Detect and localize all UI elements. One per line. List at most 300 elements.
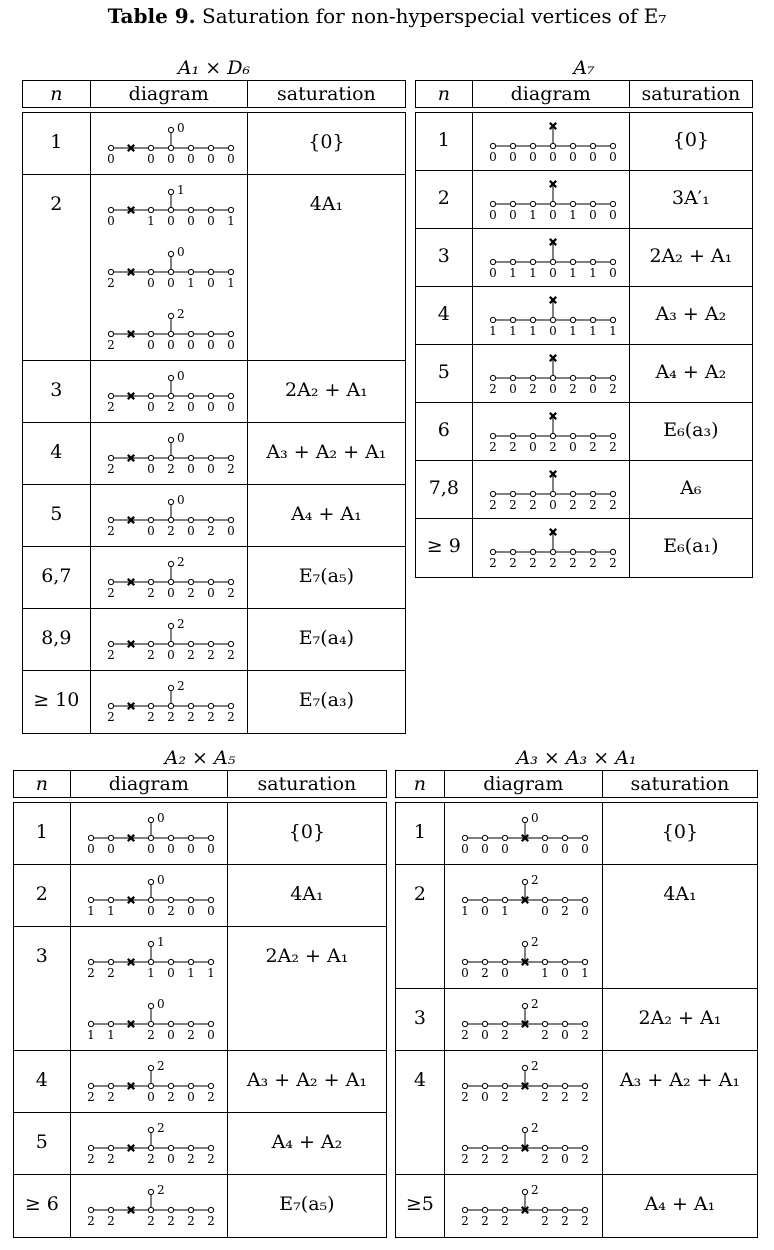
cell-saturation: {0} <box>308 131 345 153</box>
diagram-node <box>510 201 515 206</box>
diagram-node <box>530 375 535 380</box>
diagram-top-label: 0 <box>176 121 185 135</box>
diagram-node <box>168 269 173 274</box>
diagram-node <box>108 393 113 398</box>
diagram-node-label: 0 <box>206 214 215 228</box>
diagram-node-label: 2 <box>581 1090 590 1104</box>
diagram-node <box>148 897 153 902</box>
diagram-node <box>590 201 595 206</box>
caption-text: Saturation for non-hyperspecial vertices of E₇ <box>202 4 667 28</box>
table-a3-a3-a1 <box>395 746 758 1238</box>
diagram-node-label: 0 <box>146 524 155 538</box>
header-diagram: diagram <box>71 771 228 797</box>
diagram-node <box>543 959 548 964</box>
diagram-node <box>503 1145 508 1150</box>
diagram-node <box>108 331 113 336</box>
diagram-node <box>543 1021 548 1026</box>
diagram-node-label: 2 <box>588 556 597 570</box>
diagram-node <box>510 143 515 148</box>
diagram-node-label: 2 <box>568 498 577 512</box>
diagram-node-label: 0 <box>166 1028 175 1042</box>
diagram-node-label: 2 <box>206 710 215 724</box>
diagram-node <box>208 579 213 584</box>
cell-n: 8,9 <box>23 609 91 670</box>
diagram-node <box>188 959 193 964</box>
table-header <box>13 770 387 798</box>
table-row <box>416 229 752 287</box>
diagram-node <box>590 375 595 380</box>
cell-saturation: A₄ + A₂ <box>655 361 727 383</box>
diagram-node-label: 0 <box>146 462 155 476</box>
diagram-node-label: 0 <box>508 382 517 396</box>
diagram-node <box>148 959 153 964</box>
diagram-node <box>188 579 193 584</box>
diagram-node-label: 0 <box>226 400 235 414</box>
cell-n: 7,8 <box>416 461 473 518</box>
diagram-node <box>168 1083 173 1088</box>
diagram-node-label: 0 <box>561 966 570 980</box>
cell-saturation: 2A₂ + A₁ <box>265 945 349 967</box>
cell-n: ≥ 10 <box>23 671 91 733</box>
diagram-node <box>503 835 508 840</box>
diagram-node-label: 0 <box>206 586 215 600</box>
diagram-node-label: 0 <box>186 400 195 414</box>
diagram-node <box>168 127 173 132</box>
diagram-node-label: 0 <box>186 842 195 856</box>
diagram-node <box>108 207 113 212</box>
diagram-node <box>550 201 555 206</box>
diagram-node-label: 2 <box>488 440 497 454</box>
diagram-node-label: 2 <box>226 586 235 600</box>
diagram-node <box>570 491 575 496</box>
diagram-node <box>228 145 233 150</box>
diagram-node <box>208 1207 213 1212</box>
diagram-node <box>563 1083 568 1088</box>
diagram-node-label: 0 <box>206 276 215 290</box>
diagram-node-label: 0 <box>501 842 510 856</box>
table-row <box>416 461 752 519</box>
diagram-node-label: 0 <box>166 586 175 600</box>
diagram-node <box>208 703 213 708</box>
diagram-top-label: 2 <box>176 679 185 693</box>
diagram-node-label: 2 <box>461 1090 470 1104</box>
diagram-node <box>208 393 213 398</box>
table-row <box>396 989 757 1051</box>
diagram-node <box>570 259 575 264</box>
cell-n: ≥5 <box>396 1175 445 1237</box>
diagram-node-label: 2 <box>166 710 175 724</box>
header-saturation: saturation <box>641 83 741 105</box>
cell-diagram <box>473 461 630 518</box>
diagram-node-label: 2 <box>146 648 155 662</box>
diagram-top-label: 2 <box>531 873 539 887</box>
diagram-node <box>543 1145 548 1150</box>
cell-saturation: E₇(a₅) <box>298 565 355 587</box>
diagram-top-label: 2 <box>531 1121 539 1135</box>
cell-n: 5 <box>14 1113 71 1174</box>
diagram-node-label: 2 <box>166 904 175 918</box>
diagram-node <box>503 959 508 964</box>
diagram-node <box>108 455 113 460</box>
diagram-node-label: 2 <box>106 1090 115 1104</box>
cell-diagram <box>91 361 248 422</box>
diagram-node <box>503 897 508 902</box>
diagram-node <box>570 201 575 206</box>
diagram-node <box>523 941 528 946</box>
diagram-node <box>523 879 528 884</box>
diagram-node-label: 2 <box>206 648 215 662</box>
header-diagram: diagram <box>473 81 630 107</box>
diagram-node <box>148 207 153 212</box>
diagram-node <box>148 941 153 946</box>
diagram-top-label: 0 <box>176 369 185 383</box>
diagram-node-label: 2 <box>501 1152 510 1166</box>
diagram-top-label: 2 <box>531 1183 539 1197</box>
diagram-node <box>510 375 515 380</box>
diagram-node-label: 0 <box>166 966 175 980</box>
cell-saturation: {0} <box>661 821 699 843</box>
cell-n: 4 <box>23 423 91 484</box>
diagram-node <box>228 393 233 398</box>
table-row <box>23 175 405 361</box>
diagram-node-label: 2 <box>106 276 115 290</box>
diagram-node <box>168 393 173 398</box>
diagram-node-label: 0 <box>528 150 537 164</box>
cell-n: 5 <box>416 345 473 402</box>
diagram-node <box>168 375 173 380</box>
diagram-node <box>228 207 233 212</box>
diagram-node-label: 0 <box>548 324 557 338</box>
diagram-node <box>563 959 568 964</box>
diagram-node-label: 1 <box>461 904 470 918</box>
diagram-node <box>610 375 615 380</box>
dynkin-diagram <box>481 349 621 399</box>
dynkin-diagram <box>453 1181 593 1231</box>
table-a7 <box>415 56 753 578</box>
diagram-node <box>208 145 213 150</box>
diagram-node <box>188 1021 193 1026</box>
diagram-node <box>228 517 233 522</box>
diagram-node-label: 0 <box>488 208 497 222</box>
diagram-node-label: 2 <box>541 1028 550 1042</box>
diagram-node-label: 1 <box>568 208 577 222</box>
diagram-node-label: 1 <box>488 324 497 338</box>
diagram-node-label: 2 <box>186 1214 195 1228</box>
cell-saturation: A₃ + A₂ + A₁ <box>246 1069 367 1091</box>
dynkin-diagram <box>99 181 239 231</box>
diagram-node <box>88 1021 93 1026</box>
diagram-node <box>510 259 515 264</box>
diagram-node-label: 2 <box>541 1214 550 1228</box>
diagram-node <box>208 269 213 274</box>
table-row <box>396 865 757 989</box>
diagram-node <box>108 517 113 522</box>
dynkin-diagram <box>99 367 239 417</box>
diagram-node-label: 2 <box>106 966 115 980</box>
table-title: A₂ × A₅ <box>164 747 236 769</box>
cell-diagram <box>445 1051 603 1174</box>
cell-saturation: 4A₁ <box>663 883 697 905</box>
dynkin-diagram <box>481 407 621 457</box>
diagram-node <box>208 1021 213 1026</box>
diagram-node-label: 2 <box>226 462 235 476</box>
diagram-node-label: 2 <box>461 1028 470 1042</box>
diagram-node-label: 2 <box>581 1152 590 1166</box>
cell-diagram <box>71 927 228 1050</box>
diagram-node <box>543 1083 548 1088</box>
diagram-node <box>88 1083 93 1088</box>
diagram-node <box>188 393 193 398</box>
diagram-node <box>88 1145 93 1150</box>
dynkin-diagram <box>481 175 621 225</box>
diagram-node <box>208 517 213 522</box>
diagram-node-label: 0 <box>488 150 497 164</box>
diagram-node <box>490 549 495 554</box>
diagram-node <box>610 433 615 438</box>
diagram-node-label: 1 <box>568 266 577 280</box>
diagram-node <box>590 143 595 148</box>
diagram-node-label: 1 <box>588 324 597 338</box>
diagram-node-label: 1 <box>86 904 95 918</box>
diagram-node <box>168 959 173 964</box>
diagram-node <box>523 1065 528 1070</box>
diagram-node-label: 2 <box>166 462 175 476</box>
diagram-node <box>88 1207 93 1212</box>
diagram-node-label: 2 <box>561 1214 570 1228</box>
diagram-node-label: 1 <box>508 324 517 338</box>
diagram-node-label: 0 <box>508 150 517 164</box>
diagram-node-label: 2 <box>501 1214 510 1228</box>
table-row <box>23 423 405 485</box>
diagram-node-label: 2 <box>226 648 235 662</box>
diagram-node-label: 1 <box>226 276 235 290</box>
diagram-node-label: 2 <box>86 966 95 980</box>
table-row <box>14 1175 386 1237</box>
cell-diagram <box>473 171 630 228</box>
diagram-node-label: 0 <box>206 1028 215 1042</box>
diagram-node-label: 0 <box>226 338 235 352</box>
cell-diagram <box>91 485 248 546</box>
cell-saturation: 3A′₁ <box>671 187 710 209</box>
diagram-node <box>208 959 213 964</box>
diagram-node-label: 0 <box>206 842 215 856</box>
cell-n: 2 <box>396 865 445 988</box>
diagram-node <box>148 517 153 522</box>
diagram-node-label: 2 <box>206 1214 215 1228</box>
diagram-node-label: 0 <box>588 382 597 396</box>
diagram-node <box>108 145 113 150</box>
diagram-node <box>208 331 213 336</box>
cell-diagram <box>91 609 248 670</box>
diagram-node-label: 2 <box>106 400 115 414</box>
diagram-node-label: 0 <box>186 524 195 538</box>
diagram-node <box>148 1065 153 1070</box>
diagram-node <box>208 897 213 902</box>
diagram-node <box>108 1145 113 1150</box>
table-row <box>23 113 405 175</box>
cell-saturation: A₃ + A₂ <box>655 303 727 325</box>
diagram-node <box>543 1207 548 1212</box>
diagram-node <box>168 835 173 840</box>
dynkin-diagram <box>79 1057 219 1107</box>
diagram-node-label: 0 <box>86 842 95 856</box>
diagram-top-label: 1 <box>156 935 165 949</box>
diagram-node <box>570 143 575 148</box>
cell-n: 4 <box>14 1051 71 1112</box>
diagram-node <box>503 1207 508 1212</box>
header-n: n <box>14 771 71 797</box>
diagram-node-label: 0 <box>481 1028 490 1042</box>
diagram-node-label: 2 <box>461 1152 470 1166</box>
diagram-node <box>583 1083 588 1088</box>
diagram-node-label: 1 <box>86 1028 95 1042</box>
table-row <box>23 609 405 671</box>
dynkin-diagram <box>453 809 593 859</box>
diagram-node <box>503 1083 508 1088</box>
diagram-node <box>610 317 615 322</box>
cell-saturation: 4A₁ <box>290 883 324 905</box>
diagram-top-label: 2 <box>531 997 539 1011</box>
diagram-node-label: 0 <box>488 266 497 280</box>
diagram-node <box>483 835 488 840</box>
diagram-node-label: 2 <box>186 1028 195 1042</box>
diagram-node <box>208 1083 213 1088</box>
diagram-node-label: 2 <box>86 1152 95 1166</box>
diagram-node <box>228 579 233 584</box>
diagram-node <box>530 491 535 496</box>
diagram-node <box>583 835 588 840</box>
diagram-node-label: 0 <box>548 150 557 164</box>
diagram-node <box>483 1021 488 1026</box>
diagram-node-label: 2 <box>481 1214 490 1228</box>
diagram-node <box>228 269 233 274</box>
cell-n: ≥ 6 <box>14 1175 71 1237</box>
diagram-node-label: 0 <box>146 904 155 918</box>
cell-saturation: {0} <box>288 821 326 843</box>
diagram-node-label: 1 <box>186 276 195 290</box>
diagram-node-label: 2 <box>561 1090 570 1104</box>
diagram-node <box>530 317 535 322</box>
diagram-node <box>108 897 113 902</box>
diagram-node <box>550 317 555 322</box>
diagram-node-label: 0 <box>106 842 115 856</box>
diagram-node <box>463 1207 468 1212</box>
diagram-node-label: 0 <box>206 904 215 918</box>
diagram-node-label: 1 <box>206 966 215 980</box>
cell-n: 6 <box>416 403 473 460</box>
diagram-node <box>583 1207 588 1212</box>
diagram-node <box>188 269 193 274</box>
diagram-node <box>570 433 575 438</box>
diagram-node <box>168 145 173 150</box>
diagram-node-label: 2 <box>548 440 557 454</box>
diagram-node-label: 2 <box>106 338 115 352</box>
diagram-node-label: 0 <box>186 462 195 476</box>
cell-saturation: E₇(a₃) <box>298 689 355 711</box>
diagram-node-label: 1 <box>541 966 550 980</box>
diagram-node-label: 0 <box>548 498 557 512</box>
diagram-top-label: 1 <box>176 183 185 197</box>
diagram-node <box>583 1145 588 1150</box>
diagram-node <box>228 703 233 708</box>
diagram-node <box>148 455 153 460</box>
cell-diagram <box>91 175 248 360</box>
diagram-node <box>168 623 173 628</box>
diagram-node-label: 2 <box>166 400 175 414</box>
diagram-node <box>483 959 488 964</box>
dynkin-diagram <box>79 809 219 859</box>
diagram-node-label: 0 <box>541 904 550 918</box>
diagram-node-label: 0 <box>166 152 175 166</box>
table-a1-d6 <box>22 56 406 734</box>
diagram-node-label: 2 <box>528 382 537 396</box>
diagram-node-label: 0 <box>106 152 115 166</box>
diagram-node <box>148 1145 153 1150</box>
cell-saturation: A₄ + A₁ <box>291 503 362 525</box>
diagram-node <box>148 1083 153 1088</box>
cell-n: 1 <box>416 113 473 170</box>
diagram-node <box>168 189 173 194</box>
caption-label: Table 9. <box>107 4 196 28</box>
diagram-node <box>550 375 555 380</box>
diagram-node-label: 2 <box>568 382 577 396</box>
diagram-node-label: 2 <box>508 556 517 570</box>
diagram-node <box>228 331 233 336</box>
diagram-node <box>523 1003 528 1008</box>
diagram-top-label: 2 <box>176 307 185 321</box>
diagram-node-label: 0 <box>581 904 590 918</box>
cell-saturation: E₆(a₁) <box>663 535 719 557</box>
diagram-node-label: 0 <box>481 1090 490 1104</box>
diagram-node <box>168 251 173 256</box>
diagram-node <box>490 317 495 322</box>
table-title: A₃ × A₃ × A₁ <box>516 747 637 769</box>
cell-n: 3 <box>23 361 91 422</box>
diagram-node <box>563 897 568 902</box>
diagram-node <box>570 549 575 554</box>
diagram-node-label: 0 <box>568 440 577 454</box>
diagram-node <box>550 143 555 148</box>
dynkin-diagram <box>453 933 593 983</box>
diagram-node <box>490 433 495 438</box>
dynkin-diagram <box>99 429 239 479</box>
diagram-top-label: 0 <box>176 245 185 259</box>
diagram-node <box>583 897 588 902</box>
cell-n: 6,7 <box>23 547 91 608</box>
diagram-node <box>590 491 595 496</box>
table-row <box>416 171 752 229</box>
diagram-node <box>570 317 575 322</box>
diagram-node <box>148 145 153 150</box>
diagram-top-label: 2 <box>176 555 185 569</box>
diagram-node <box>168 1021 173 1026</box>
diagram-node-label: 2 <box>501 1090 510 1104</box>
diagram-node <box>108 641 113 646</box>
header-diagram: diagram <box>445 771 603 797</box>
dynkin-diagram <box>453 1119 593 1169</box>
diagram-node <box>168 455 173 460</box>
diagram-node-label: 2 <box>106 524 115 538</box>
diagram-node-label: 2 <box>86 1214 95 1228</box>
dynkin-diagram <box>453 995 593 1045</box>
diagram-node-label: 0 <box>186 338 195 352</box>
cell-diagram <box>445 1175 603 1237</box>
diagram-node <box>463 835 468 840</box>
cell-n: 4 <box>416 287 473 344</box>
diagram-node <box>188 897 193 902</box>
diagram-node <box>583 1021 588 1026</box>
header-diagram: diagram <box>91 81 248 107</box>
